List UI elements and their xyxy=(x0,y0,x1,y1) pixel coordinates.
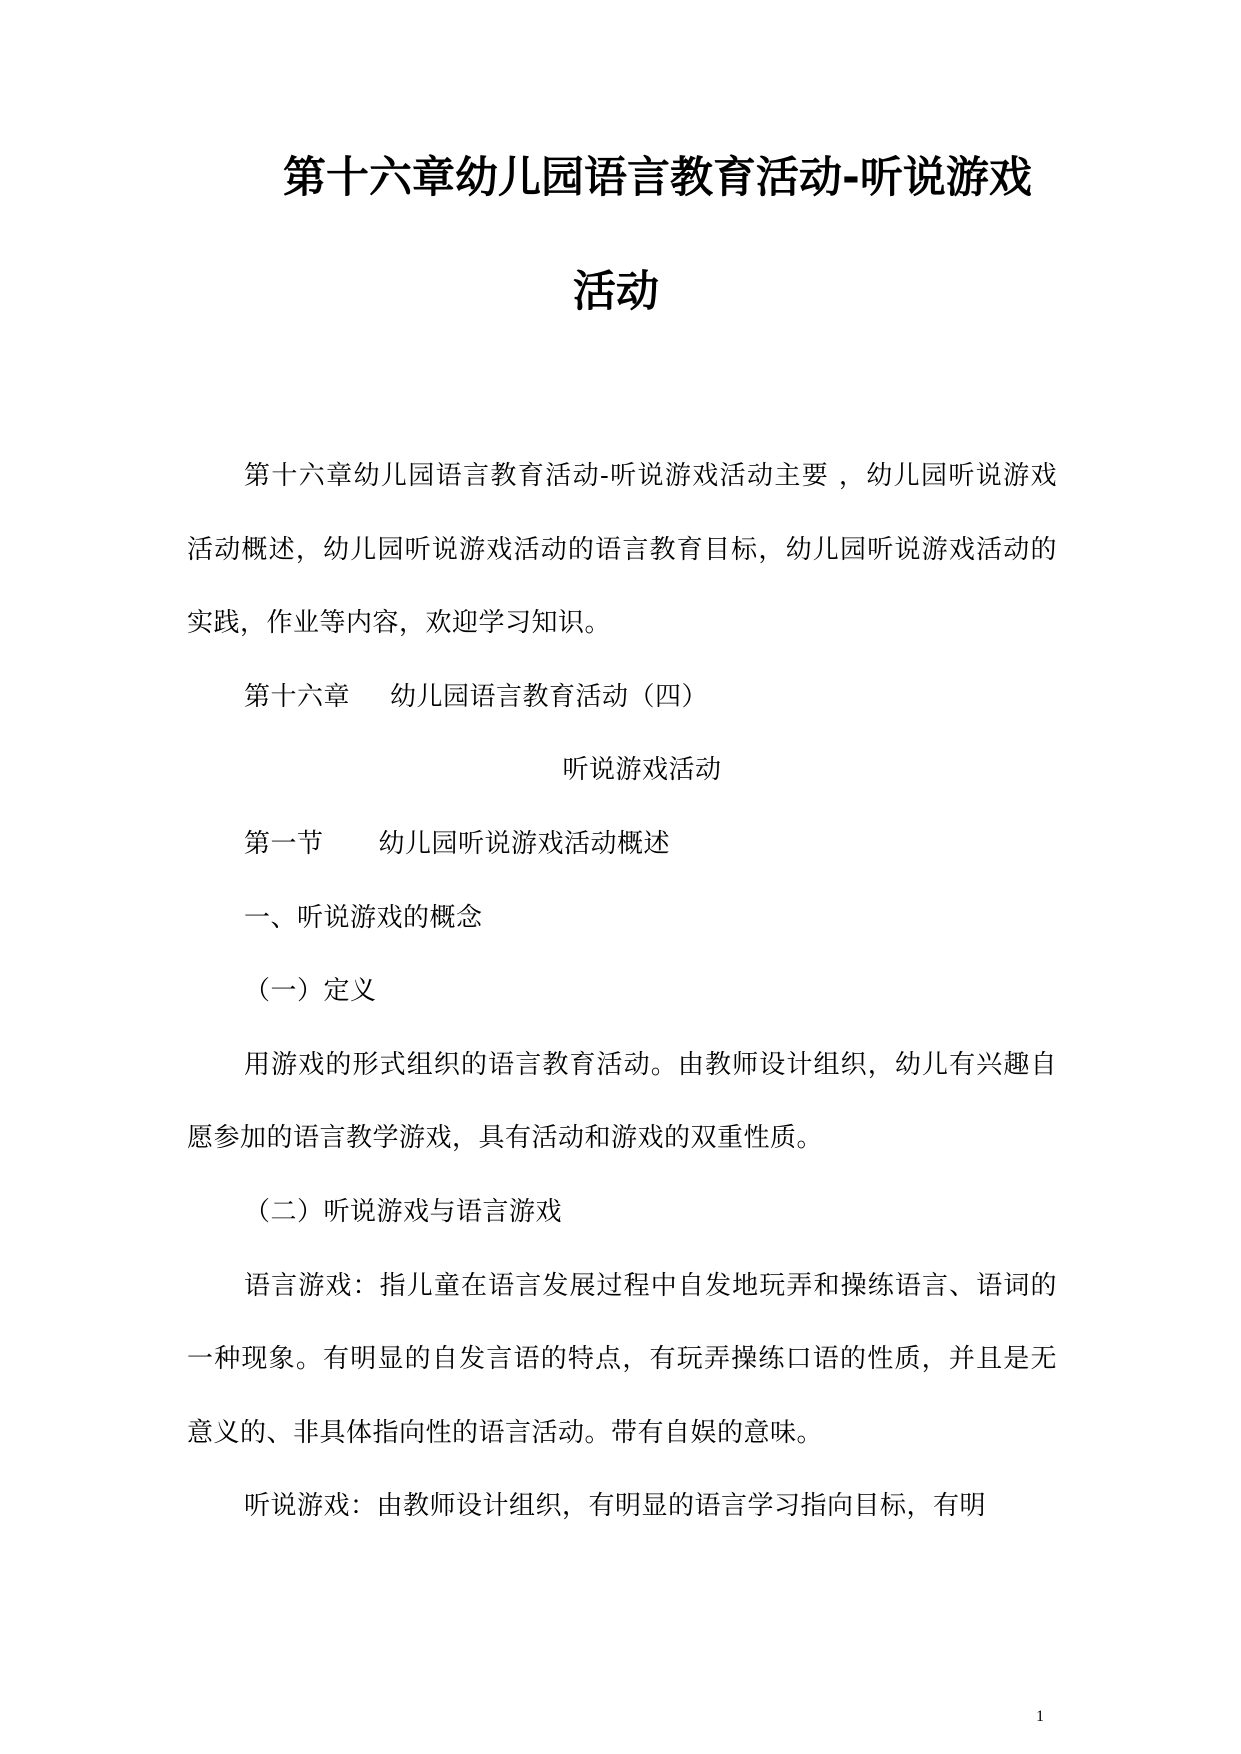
chapter-subtitle: 听说游戏活动 xyxy=(562,755,722,786)
page-number: 1 xyxy=(1036,1708,1044,1725)
listening-game-paragraph: 听说游戏：由教师设计组织，有明显的语言学习指向目标，有明 xyxy=(244,1491,987,1522)
chapter-label: 第十六章 xyxy=(244,681,351,712)
chapter-heading xyxy=(187,661,1057,735)
intro-paragraph: 第十六章幼儿园语言教育活动-听说游戏活动主要 ，幼儿园听说游戏活动概述，幼儿园听说游戏活动的语言教育目标，幼儿园听说游戏活动的实践，作业等内容，欢迎学习知识。 xyxy=(187,461,1057,639)
document-title-line-2: 活动 xyxy=(573,267,659,317)
chapter-title: 幼儿园语言教育活动（四） xyxy=(390,681,709,712)
definition-paragraph: 用游戏的形式组织的语言教育活动。由教师设计组织，幼儿有兴趣自愿参加的语言教学游戏，具有活动和游戏的双重性质。 xyxy=(187,1049,1057,1154)
heading-comparison: （二）听说游戏与语言游戏 xyxy=(244,1196,563,1227)
section-label: 第一节 xyxy=(244,828,324,859)
language-game-paragraph: 语言游戏：指儿童在语言发展过程中自发地玩弄和操练语言、语词的一种现象。有明显的自发言语的特点，有玩弄操练口语的性质，并且是无意义的、非具体指向性的语言活动。带有自娱的意味。 xyxy=(187,1270,1057,1448)
document-title-line-1: 第十六章幼儿园语言教育活动-听说游戏 xyxy=(283,153,1032,203)
section-heading xyxy=(187,808,1057,882)
heading-definition: （一）定义 xyxy=(244,976,377,1007)
heading-concept: 一、听说游戏的概念 xyxy=(244,902,483,933)
document-body xyxy=(187,440,1057,1544)
section-title: 幼儿园听说游戏活动概述 xyxy=(378,828,671,859)
